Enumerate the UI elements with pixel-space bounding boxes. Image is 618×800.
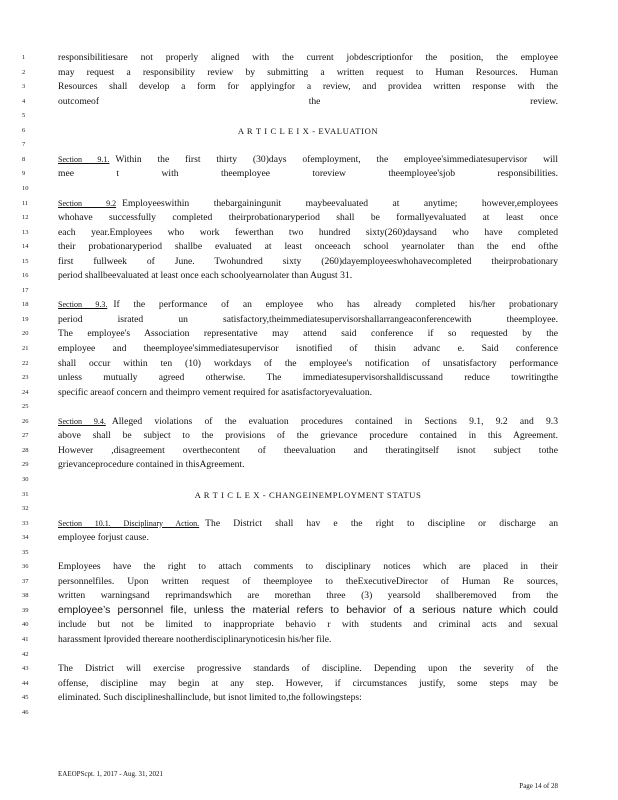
line-number: 42 — [22, 650, 29, 658]
section-paragraph-line — [58, 197, 558, 211]
document-line — [0, 531, 618, 545]
document-line — [0, 269, 618, 283]
section-paragraph-line — [58, 415, 558, 429]
line-number: 37 — [22, 577, 29, 585]
line-number: 46 — [22, 708, 29, 716]
line-number: 45 — [22, 694, 29, 702]
paragraph-line: The District will exercise progressive standards of discipline. Depending upon the severity of the — [58, 663, 558, 675]
line-number: 27 — [22, 432, 29, 440]
paragraph-line: harassment ‖provided thereare nootherdisciplinarynoticesin his/her file. — [58, 634, 332, 645]
line-number: 5 — [22, 112, 26, 120]
paragraph-line: their probationaryperiod shallbe evaluated at least onceeach school yearnolater than the end ofthe — [58, 241, 558, 253]
paragraph-line: grievanceprocedure contained in thisAgreement. — [58, 459, 245, 471]
document-line — [0, 66, 618, 80]
line-number: 31 — [22, 490, 29, 498]
document-line — [0, 546, 618, 560]
document-line — [0, 386, 618, 400]
document-line — [0, 560, 618, 574]
document-line — [0, 51, 618, 65]
line-number: 18 — [22, 301, 29, 309]
line-number: 16 — [22, 272, 29, 280]
line-number: 36 — [22, 563, 29, 571]
document-line — [0, 226, 618, 240]
line-number: 22 — [22, 359, 29, 367]
line-number: 15 — [22, 257, 29, 265]
document-line — [0, 95, 618, 109]
section-label: Section 9.2 — [58, 198, 117, 208]
section-paragraph-line — [58, 517, 558, 531]
section-label: Section 9.3. — [58, 300, 108, 310]
paragraph-line: offense, discipline may begin at any step. However, if circumstances justify, some steps may be — [58, 677, 558, 689]
paragraph-line: written warningsand reprimandswhich are morethan three (3) yearsold shallberemoved from the — [58, 590, 558, 602]
line-number: 17 — [22, 286, 29, 294]
line-number: 25 — [22, 403, 29, 411]
paragraph-line: unless mutually agreed otherwise. The immediatesupervisorshalldiscussand reduce towritingthe — [58, 372, 558, 384]
paragraph-line: personnelfiles. Upon written request of theemployee to theExecutiveDirector of Human Re sources, — [58, 575, 558, 587]
document-line — [0, 429, 618, 443]
document-line — [0, 662, 618, 676]
line-number: 9 — [22, 170, 26, 178]
line-number: 38 — [22, 592, 29, 600]
line-number: 12 — [22, 214, 29, 222]
paragraph-line: shall occur within ten (10) workdays of the employee's notification of unsatisfactory performance — [58, 357, 558, 369]
document-line — [0, 298, 618, 312]
paragraph-line: Resources shall develop a form for applyingfor a review, and providea written response with the — [58, 81, 558, 93]
line-number: 41 — [22, 636, 29, 643]
article-heading: A R T I C L E X - CHANGEINEMPLOYMENT STATUS — [194, 489, 422, 500]
document-line — [0, 618, 618, 632]
paragraph-line: may request a responsibility review by submitting a written request to Human Resources. Human — [58, 66, 558, 78]
paragraph-line: period shallbeevaluated at least once each schoolyearnolater than August 31. — [58, 270, 353, 282]
document-line — [0, 589, 618, 603]
document-line — [0, 488, 618, 502]
line-number: 29 — [22, 461, 29, 469]
line-number: 2 — [22, 68, 26, 76]
line-number: 34 — [22, 534, 29, 542]
paragraph-line: each year.Employees who work fewerthan two hundred sixty(260)daysand who have completed — [58, 226, 558, 238]
footer-date-range: EAEOPScpt. 1, 2017 - Aug. 31, 2021 — [58, 770, 163, 778]
document-line — [0, 502, 618, 516]
line-number: 7 — [22, 141, 26, 149]
document-line — [0, 124, 618, 138]
document-line — [0, 109, 618, 123]
document-line — [0, 444, 618, 458]
document-line — [0, 400, 618, 414]
line-number: 43 — [22, 665, 29, 673]
document-line — [0, 313, 618, 327]
line-number: 3 — [22, 83, 26, 91]
line-number: 33 — [22, 519, 29, 527]
section-label: Section 10.1. Disciplinary Action. — [58, 518, 200, 528]
document-line — [0, 458, 618, 472]
paragraph-line: period israted un satisfactory,theimmediatesupervisorshallarrangeaconferencewith theemployee. — [58, 313, 558, 325]
line-number: 26 — [22, 417, 29, 425]
paragraph-line: employee and theemployee'simmediatesupervisor isnotified of thisin advanc e. Said conference — [58, 343, 558, 354]
document-line — [0, 517, 618, 531]
document-line — [0, 80, 618, 94]
line-number: 1 — [22, 54, 26, 61]
document-line — [0, 138, 618, 152]
paragraph-line: outcomeof the review. — [58, 95, 558, 107]
paragraph-line: eliminated. Such disciplineshallinclude, but isnot limited to,the followingsteps: — [58, 692, 362, 704]
line-number: 11 — [22, 199, 29, 207]
paragraph-line: above shall be subject to the provisions of the grievance procedure contained in this Agreement. — [58, 430, 558, 442]
document-line — [0, 633, 618, 647]
document-line — [0, 415, 618, 429]
line-number: 24 — [22, 388, 29, 396]
section-paragraph-line — [58, 153, 558, 167]
paragraph-line: specific areaof concern and theimpro vement required for asatisfactoryevaluation. — [58, 386, 373, 398]
document-line — [0, 240, 618, 254]
paragraph-line: mee t with theemployee toreview theemployee'sjob responsibilities. — [58, 168, 558, 180]
paragraph-line: employee’s personnel file, unless the material refers to behavior of a serious nature which could — [58, 604, 558, 616]
line-number: 6 — [22, 126, 26, 134]
document-line — [0, 648, 618, 662]
document-line — [0, 284, 618, 298]
line-number: 40 — [22, 621, 29, 629]
paragraph-line: first fullweek of June. Twohundred sixty (260)dayemployeeswhohavecompleted theirprobationary — [58, 255, 558, 267]
line-number: 13 — [22, 228, 29, 236]
section-label: Section 9.1. — [58, 154, 110, 164]
document-line — [0, 327, 618, 341]
paragraph-text: Alleged violations of the evaluation procedures contained in Sections 9.1, 9.2 and 9.3 — [111, 415, 558, 427]
paragraph-line: whohave successfully completed theirprobationaryperiod shall be formallyevaluated at least once — [58, 212, 558, 224]
paragraph-line: responsibilitiesare not properly aligned with the current jobdescriptionfor the position, the employee — [58, 52, 558, 63]
line-number: 30 — [22, 475, 29, 483]
document-line — [0, 182, 618, 196]
line-number: 14 — [22, 243, 29, 251]
paragraph-line: The employee's Association representative may attend said conference if so requested by the — [58, 328, 558, 340]
line-number: 4 — [22, 97, 26, 105]
footer-page-number: Page 14 of 28 — [519, 782, 558, 790]
line-number: 35 — [22, 548, 29, 556]
line-number: 23 — [22, 374, 29, 382]
document-line — [0, 371, 618, 385]
section-label: Section 9.4. — [58, 416, 106, 426]
document-line — [0, 677, 618, 691]
document-line — [0, 357, 618, 371]
document-line — [0, 706, 618, 720]
paragraph-text: The District shall hav e the right to discipline or discharge an — [205, 517, 558, 529]
paragraph-text: If the performance of an employee who has already completed his/her probationary — [113, 299, 558, 311]
line-number: 44 — [22, 679, 29, 687]
article-heading: A R T I C L E I X - EVALUATION — [237, 125, 379, 136]
line-number: 20 — [22, 330, 29, 338]
line-number: 21 — [22, 345, 29, 352]
line-number: 8 — [22, 155, 26, 163]
document-line — [0, 167, 618, 181]
paragraph-line: Employees have the right to attach comments to disciplinary notices which are placed in their — [58, 561, 558, 573]
line-number: 10 — [22, 184, 29, 192]
paragraph-line: However ,disagreement overthecontent of theevaluation and theratingitself isnot subject tothe — [58, 444, 558, 456]
line-number: 39 — [22, 606, 29, 614]
line-number: 32 — [22, 505, 29, 513]
paragraph-line: include but not be limited to inappropriate behavio r with students and criminal acts and sexual — [58, 619, 558, 631]
section-paragraph-line — [58, 298, 558, 312]
document-line — [0, 153, 618, 167]
document-line — [0, 691, 618, 705]
document-line — [0, 473, 618, 487]
line-number: 19 — [22, 315, 29, 323]
document-line — [0, 255, 618, 269]
document-line — [0, 342, 618, 356]
document-line — [0, 575, 618, 589]
line-number: 28 — [22, 446, 29, 454]
document-line — [0, 211, 618, 225]
paragraph-line: employee forjust cause. — [58, 532, 149, 544]
document-line — [0, 604, 618, 618]
paragraph-text: Within the first thirty (30)days ofemployment, the employee'simmediatesupervisor will — [115, 153, 558, 165]
document-line — [0, 197, 618, 211]
paragraph-text: Employeeswithin thebargainingunit maybeevaluated at anytime; however,employees — [122, 197, 558, 209]
